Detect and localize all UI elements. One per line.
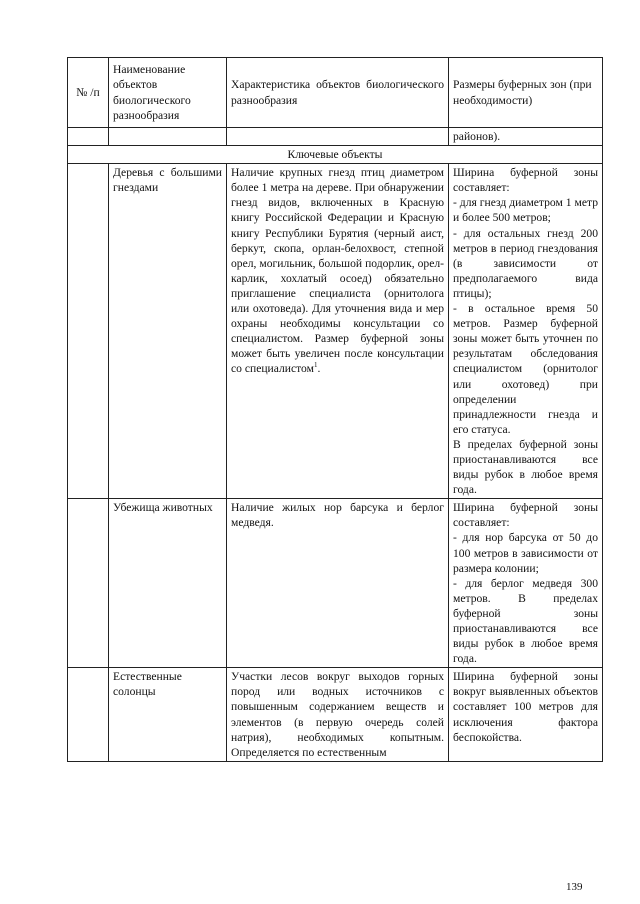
continuation-row [68, 128, 603, 146]
row-name: Деревья с большими гнездами [109, 164, 227, 499]
row-num [68, 668, 109, 762]
buffer-line: - для гнезд диаметром 1 метр и более 500 метров; [453, 196, 598, 225]
row-name: Естественные солонцы [109, 668, 227, 762]
buffer-line: Ширина буферной зоны составляет: [453, 166, 598, 195]
header-row [68, 58, 603, 128]
row-characteristic: Наличие жилых нор барсука и берлог медведя. [227, 499, 449, 668]
row-buffer [449, 668, 603, 762]
row-name: Убежища животных [109, 499, 227, 668]
continuation-text: районов). [449, 128, 603, 146]
continuation-empty-num [68, 128, 109, 146]
buffer-line: - в остальное время 50 метров. Размер буферной зоны может быть уточнен по результатам обследования специалистом (орнитолог или охотовед) при определении принадлежности гнезда и его статуса. [453, 302, 598, 436]
header-num: № /п [68, 58, 109, 128]
biodiversity-table [67, 57, 603, 762]
row-characteristic: Участки лесов вокруг выходов горных пород или водных источников с повышенным содержанием веществ и элементов (в первую очередь солей натрия), необходимых копытным. Определяется по естественным [227, 668, 449, 762]
row-buffer [449, 164, 603, 499]
buffer-line: Ширина буферной зоны вокруг выявленных объектов составляет 100 метров для исключения фактора беспокойства. [453, 670, 598, 744]
table-row [68, 164, 603, 499]
characteristic-text: Наличие крупных гнезд птиц диаметром более 1 метра на дереве. При обнаружении гнезд видов, включенных в Красную книгу Российской Федерации и Красную книгу Республики Бурятия (черный аист, беркут, скопа, орлан-белохвост, степной орел, могильник, большой подорлик, орел-карлик, хохлатый осоед) обязательно приглашение специалиста (орнитолога или охотоведа). Для уточнения вида и мер охраны необходимы консультации со специалистом. Размер буферной зоны может быть увеличен после консультации со специалистом [231, 166, 444, 376]
header-buffer: Размеры буферных зон (при необходимости) [449, 58, 603, 128]
continuation-empty-name [109, 128, 227, 146]
buffer-line: Ширина буферной зоны составляет: [453, 501, 598, 530]
row-buffer [449, 499, 603, 668]
table-row [68, 499, 603, 668]
row-num [68, 499, 109, 668]
buffer-line: - для нор барсука от 50 до 100 метров в зависимости от размера колонии; [453, 531, 598, 575]
row-characteristic [227, 164, 449, 499]
header-name: Наименование объектов биологического разнообразия [109, 58, 227, 128]
buffer-line: - для берлог медведя 300 метров. В пределах буферной зоны приостанавливаются все виды рубок в любое время года. [453, 576, 598, 666]
characteristic-end: . [317, 362, 321, 376]
buffer-line: В пределах буферной зоны приостанавливаются все виды рубок в любое время года. [453, 437, 598, 497]
section-title: Ключевые объекты [68, 146, 603, 164]
table-row [68, 668, 603, 762]
continuation-empty-characteristic [227, 128, 449, 146]
page-number: 139 [566, 881, 583, 893]
row-num [68, 164, 109, 499]
buffer-line: - для остальных гнезд 200 метров в период гнездования (в зависимости от предполагаемого вида птицы); [453, 226, 598, 300]
header-characteristic: Характеристика объектов биологического разнообразия [227, 58, 449, 128]
footnote-marker: 1 [313, 361, 318, 370]
section-title-row [68, 146, 603, 164]
